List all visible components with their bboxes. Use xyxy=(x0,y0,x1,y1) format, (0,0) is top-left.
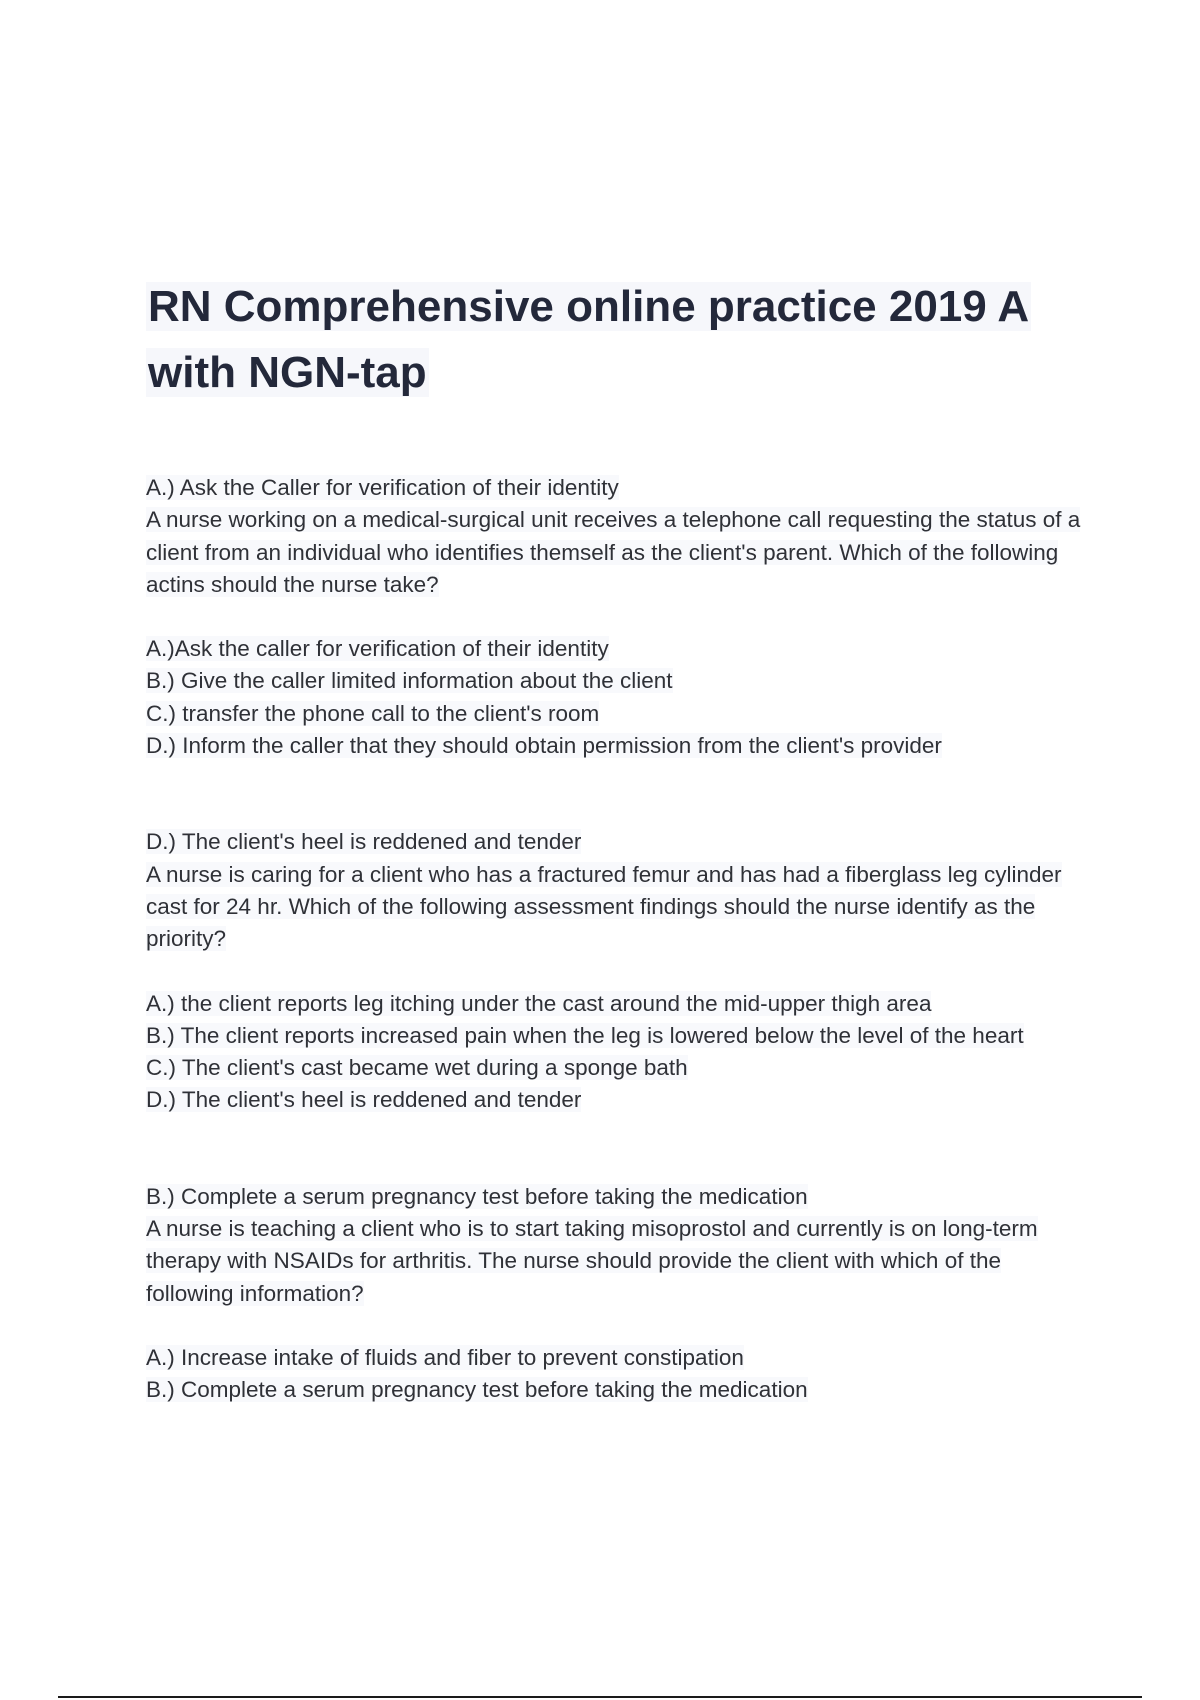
question-stem: A nurse working on a medical-surgical unit receives a telephone call requesting the status of a client from an individual who identifies themself as the client's parent. Which of the following actins should the nurse take? xyxy=(146,507,1081,597)
title-line-1: RN Comprehensive online practice 2019 A xyxy=(148,282,1030,331)
answer-options xyxy=(146,633,1086,762)
option-item: A.) Increase intake of fluids and fiber to prevent constipation xyxy=(146,1344,744,1370)
question-answer: A.) Ask the Caller for verification of their identity xyxy=(146,475,619,500)
option-item: B.) The client reports increased pain when the leg is lowered below the level of the heart xyxy=(146,1022,1024,1048)
question-stem: A nurse is caring for a client who has a fractured femur and has had a fiberglass leg cylinder cast for 24 hr. Which of the following assessment findings should the nurse identify as the priority? xyxy=(146,861,1062,952)
option-item: A.) the client reports leg itching under the cast around the mid-upper thigh area xyxy=(146,990,932,1016)
question-block-1 xyxy=(146,472,1086,762)
option-item: B.) Give the caller limited information about the client xyxy=(146,668,673,694)
question-answer: D.) The client's heel is reddened and tender xyxy=(146,829,582,855)
option-item: A.)Ask the caller for verification of their identity xyxy=(146,636,609,662)
question-stem: A nurse is teaching a client who is to start taking misoprostol and currently is on long-term therapy with NSAIDs for arthritis. The nurse should provide the client with which of the following information? xyxy=(146,1216,1038,1306)
question-list xyxy=(146,472,1086,1407)
option-item: C.) The client's cast became wet during a sponge bath xyxy=(146,1055,688,1081)
option-item: C.) transfer the phone call to the client's room xyxy=(146,700,600,726)
option-item: B.) Complete a serum pregnancy test before taking the medication xyxy=(146,1377,808,1403)
question-block-2 xyxy=(146,826,1086,1116)
question-answer: B.) Complete a serum pregnancy test before taking the medication xyxy=(146,1183,808,1209)
question-block-3 xyxy=(146,1181,1086,1407)
option-item: D.) The client's heel is reddened and tender xyxy=(146,1087,582,1113)
title-line-2: with NGN-tap xyxy=(148,348,427,397)
option-item: D.) Inform the caller that they should obtain permission from the client's provider xyxy=(146,733,942,759)
answer-options xyxy=(146,1342,1086,1407)
page-bottom-rule xyxy=(58,1696,1142,1698)
answer-options xyxy=(146,988,1086,1117)
document-title xyxy=(146,274,1086,406)
